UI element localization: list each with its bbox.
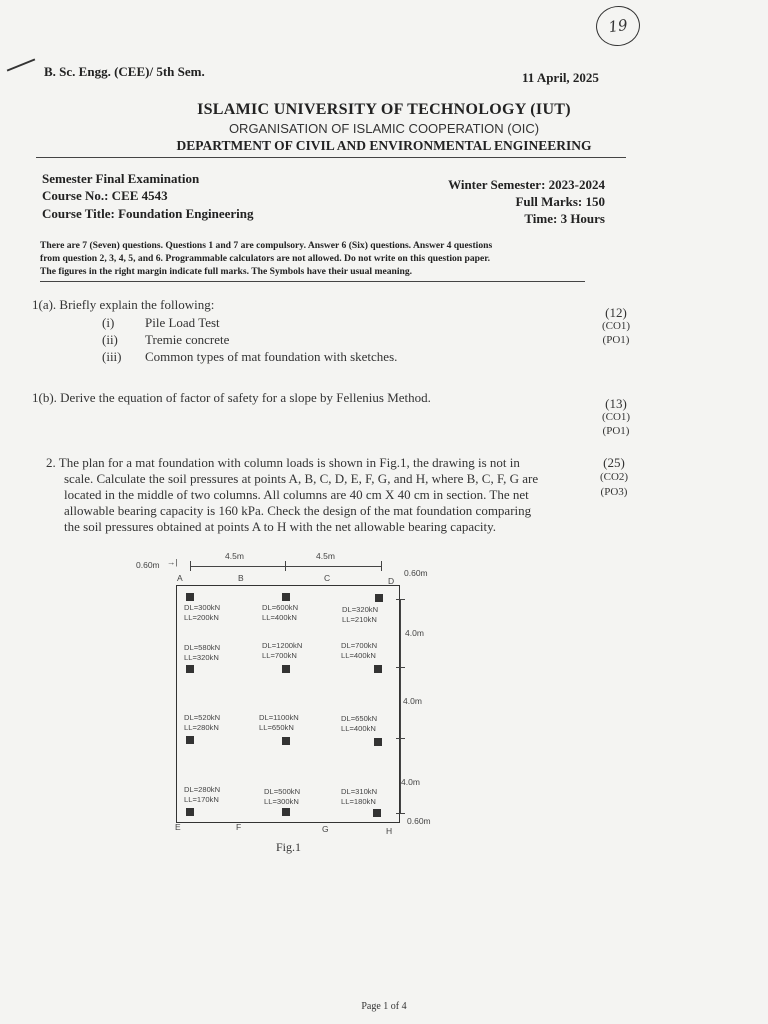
dim-edge-left: 0.60m	[136, 560, 160, 570]
course-number: Course No.: CEE 4543	[42, 188, 168, 203]
column-marker	[374, 738, 382, 746]
pen-stroke	[7, 58, 36, 71]
top-dimension-line	[190, 566, 382, 567]
university-name: ISLAMIC UNIVERSITY OF TECHNOLOGY (IUT)	[197, 101, 571, 118]
course-title: Course Title: Foundation Engineering	[42, 206, 254, 221]
column-load: DL=1200kN LL=700kN	[262, 641, 303, 660]
column-load: DL=300kN LL=200kN	[184, 603, 221, 622]
dim-edge-right: 0.60m	[404, 568, 428, 578]
figure-caption: Fig.1	[276, 840, 302, 854]
point-label-h: H	[386, 826, 393, 836]
q1a-co: (CO1)	[601, 320, 631, 332]
semester: Winter Semester: 2023-2024	[448, 177, 605, 192]
dim-row-2: 4.0m	[403, 696, 422, 706]
dim-span-1: 4.5m	[225, 551, 244, 561]
q2-line: scale. Calculate the soil pressures at points A, B, C, D, E, F, G, and H, where B, C, F, G are	[64, 471, 539, 486]
point-label-g: G	[322, 824, 329, 834]
exam-page: 19 B. Sc. Engg. (CEE)/ 5th Sem. 11 April, 2025 ISLAMIC UNIVERSITY OF TECHNOLOGY (IUT) ORGANISATION OF ISLAMIC COOPERATION (OIC) DEPARTMENT OF CIVIL AND ENVIRONMENTAL ENGINEERING Semester Final Examination Course No.: CEE 4543 Course Title: Foundation Engineering Winter Semester: 2023-2024 Full Marks: 150 Time: 3 Hours There are 7 (Seven) questions. Questions 1 and 7 are compulsory. Answer 6 (Six) questions. Answer 4 questions from question 2, 3, 4, 5, and 6. Programmable calculators are not allowed. Do not write on this question paper. The figures in the right margin indicate full marks. The Symbols have their usual meaning. 1(a). Briefly explain the following: (i) Pile Load Test (ii) Tremie concrete (iii) Common types of mat foundation with sketches. (12) (CO1) (PO1) 1(b). Derive the equation of factor of safety for a slope by Fellenius Method. (13) (CO1) (PO1) 2. The plan for a mat foundation with column loads is shown in Fig.1, the drawing is not in scale. Calculate the soil pressures at points A, B, C, D, E, F, G, and H, where B, C, F, G are located in the middle of two columns. All columns are 40 cm X 40 cm in section. The net allowable bearing capacity is 160 kPa. Check the design of the mat foundation comparing the soil pressures obtained at points A to H with the net allowable bearing capacity. (25) (CO2) (PO3) 4.5m 4.5m 0.60m →| 0.60m 4.0m 4.0m 4.0m 0.60m A B C D E F G H DL=300kN LL=200kN DL=600kN LL=400kN DL=320kN LL=210kN DL=580kN LL=320kN DL=1200kN LL=700kN DL=700kN LL=400kN DL=520kN LL=280kN DL=1100kN LL=650kN DL=650kN LL=400kN DL=280kN LL=170kN DL=500kN LL=300kN DL=310kN LL=180kN Fig.1 Page 1 of 4	[0, 0, 768, 1024]
q2-po: (PO3)	[600, 486, 628, 498]
point-label-f: F	[236, 822, 242, 832]
instruction-line-1: There are 7 (Seven) questions. Questions 1 and 7 are compulsory. Answer 6 (Six) questions. Answer 4 questions	[40, 240, 493, 251]
q1a-item-num: (iii)	[102, 349, 122, 364]
instruction-line-2: from question 2, 3, 4, 5, and 6. Programmable calculators are not allowed. Do not write on this question paper.	[40, 253, 491, 264]
column-marker	[373, 809, 381, 817]
column-load: DL=320kN LL=210kN	[342, 605, 379, 624]
column-marker	[375, 594, 383, 602]
exam-time: Time: 3 Hours	[524, 211, 605, 226]
column-marker	[186, 665, 194, 673]
instruction-underline	[40, 281, 585, 282]
exam-name: Semester Final Examination	[42, 171, 200, 186]
q1a-item-text: Pile Load Test	[145, 315, 220, 330]
dim-edge-bottom: 0.60m	[407, 816, 431, 826]
dim-row-1: 4.0m	[405, 628, 424, 638]
point-label-c: C	[324, 573, 331, 583]
column-marker	[282, 665, 290, 673]
point-label-d: D	[388, 576, 395, 586]
q2-line: the soil pressures obtained at points A to H with the net allowable bearing capacity.	[64, 519, 497, 534]
q2-co: (CO2)	[599, 471, 629, 483]
dim-span-2: 4.5m	[316, 551, 335, 561]
q1a-marks: (12)	[605, 305, 627, 320]
column-marker	[282, 593, 290, 601]
q1b-co: (CO1)	[601, 411, 631, 423]
column-marker	[282, 737, 290, 745]
point-label-e: E	[175, 822, 181, 832]
column-load: DL=700kN LL=400kN	[341, 641, 378, 660]
column-marker	[186, 736, 194, 744]
q1a-item-num: (i)	[102, 315, 115, 330]
handwritten-mark: 19	[593, 3, 642, 49]
header-divider	[36, 157, 626, 158]
column-load: DL=280kN LL=170kN	[184, 785, 221, 804]
q1a-po: (PO1)	[602, 334, 630, 346]
column-load: DL=1100kN LL=650kN	[259, 713, 299, 732]
column-load: DL=600kN LL=400kN	[262, 603, 299, 622]
department-name: DEPARTMENT OF CIVIL AND ENVIRONMENTAL ENGINEERING	[176, 138, 592, 153]
program-label: B. Sc. Engg. (CEE)/ 5th Sem.	[44, 64, 205, 79]
point-label-b: B	[238, 573, 244, 583]
organisation-name: ORGANISATION OF ISLAMIC COOPERATION (OIC)	[228, 121, 540, 136]
page-footer: Page 1 of 4	[361, 1001, 407, 1012]
q1a-label: 1(a). Briefly explain the following:	[32, 297, 215, 312]
column-load: DL=650kN LL=400kN	[341, 714, 378, 733]
q2-line: located in the middle of two columns. All columns are 40 cm X 40 cm in section. The net	[64, 487, 529, 502]
column-load: DL=580kN LL=320kN	[184, 643, 221, 662]
column-marker	[374, 665, 382, 673]
q1b-label: 1(b). Derive the equation of factor of safety for a slope by Fellenius Method.	[32, 390, 431, 405]
exam-date: 11 April, 2025	[522, 70, 599, 85]
q2-line: allowable bearing capacity is 160 kPa. Check the design of the mat foundation comparing	[64, 503, 532, 518]
q1b-po: (PO1)	[602, 425, 630, 437]
point-label-a: A	[177, 573, 183, 583]
q2-marks: (25)	[603, 455, 625, 470]
q2-line: 2. The plan for a mat foundation with column loads is shown in Fig.1, the drawing is not in	[46, 455, 520, 470]
q1b-marks: (13)	[605, 396, 627, 411]
column-load: DL=520kN LL=280kN	[184, 713, 221, 732]
full-marks: Full Marks: 150	[515, 194, 605, 209]
column-marker	[282, 808, 290, 816]
column-marker	[186, 593, 194, 601]
q1a-item-text: Tremie concrete	[145, 332, 230, 347]
q1a-item-text: Common types of mat foundation with sketches.	[145, 349, 398, 364]
column-marker	[186, 808, 194, 816]
column-load: DL=500kN LL=300kN	[264, 787, 301, 806]
dim-row-3: 4.0m	[401, 777, 420, 787]
column-load: DL=310kN LL=180kN	[341, 787, 378, 806]
q1a-item-num: (ii)	[102, 332, 118, 347]
instruction-line-3: The figures in the right margin indicate full marks. The Symbols have their usual meaning.	[40, 266, 413, 277]
